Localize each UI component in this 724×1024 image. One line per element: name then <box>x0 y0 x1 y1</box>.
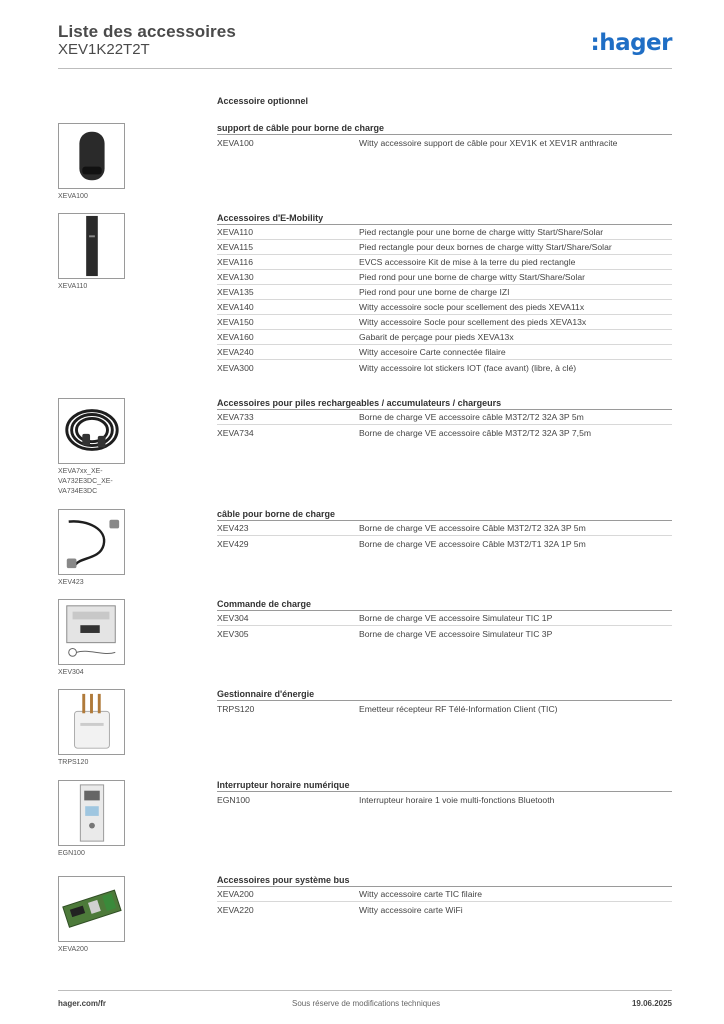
section-heading: Accessoire optionnel <box>217 96 309 106</box>
section-title: Gestionnaire d'énergie <box>217 688 672 701</box>
product-ref: XEVA135 <box>217 287 254 297</box>
table-row <box>217 225 672 240</box>
product-description: Pied rectangle pour une borne de charge witty Start/Share/Solar <box>359 227 604 237</box>
product-image-caption: TRPS120 <box>58 759 89 766</box>
product-description: Emetteur récepteur RF Télé-Information Client (TIC) <box>359 703 558 714</box>
table-row <box>217 330 672 345</box>
product-image-caption: XEV304 <box>58 669 84 676</box>
product-description: Borne de charge VE accessoire Câble M3T2/T2 32A 3P 5m <box>359 523 586 533</box>
table-row <box>217 425 672 440</box>
product-image-caption: EGN100 <box>58 850 85 857</box>
table-row <box>217 285 672 300</box>
product-ref: XEVA140 <box>217 302 254 312</box>
accessory-section <box>217 122 672 150</box>
section-title: Accessoires pour système bus <box>217 874 672 887</box>
product-description: Interrupteur horaire 1 voie multi-fonctions Bluetooth <box>359 794 555 805</box>
accessory-section <box>217 212 672 375</box>
product-image-caption: XEVA110 <box>58 283 88 290</box>
accessory-section <box>217 598 672 641</box>
section-title: câble pour borne de charge <box>217 508 672 521</box>
header-divider <box>58 68 672 69</box>
product-ref: XEVA220 <box>217 904 254 915</box>
accessory-section <box>217 779 672 807</box>
table-row <box>217 360 672 375</box>
product-description: Borne de charge VE accessoire câble M3T2/T2 32A 3P 7,5m <box>359 427 592 438</box>
product-ref: TRPS120 <box>217 703 255 714</box>
product-description: Borne de charge VE accessoire câble M3T2/T2 32A 3P 5m <box>359 412 584 422</box>
accessory-section <box>217 688 672 716</box>
table-row <box>217 536 672 551</box>
footer-disclaimer: Sous réserve de modifications techniques <box>292 999 441 1008</box>
product-description: Witty accessoire socle pour scellement des pieds XEVA11x <box>359 302 585 312</box>
hager-logo: :hager <box>590 30 672 56</box>
product-description: Borne de charge VE accessoire Câble M3T2/T1 32A 1P 5m <box>359 538 586 549</box>
product-ref: XEVA150 <box>217 317 254 327</box>
product-ref: XEVA240 <box>217 347 254 357</box>
product-description: Pied rectangle pour deux bornes de charge witty Start/Share/Solar <box>359 242 612 252</box>
table-row <box>217 611 672 626</box>
product-ref: XEVA160 <box>217 332 254 342</box>
footer-website-link[interactable]: hager.com/fr <box>58 999 107 1008</box>
product-ref: XEVA110 <box>217 227 253 237</box>
table-row <box>217 345 672 360</box>
product-reference: XEV1K22T2T <box>58 41 150 58</box>
product-image-cable-holder <box>58 123 125 189</box>
product-image-caption: XEVA7xx_XE-VA732E3DC_XE-VA734E3DC <box>58 468 113 495</box>
table-row <box>217 315 672 330</box>
product-ref: XEVA300 <box>217 362 254 373</box>
product-ref: XEVA115 <box>217 242 253 252</box>
table-row <box>217 300 672 315</box>
product-description: Witty accesoire Carte connectée filaire <box>359 347 506 357</box>
section-title: Accessoires pour piles rechargeables / accumulateurs / chargeurs <box>217 397 672 410</box>
footer-divider <box>58 990 672 991</box>
product-image-caption: XEVA100 <box>58 193 88 200</box>
table-row <box>217 626 672 641</box>
product-image-stand <box>58 213 125 279</box>
product-description: Pied rond pour une borne de charge IZI <box>359 287 510 297</box>
product-ref: XEV305 <box>217 628 249 639</box>
product-image-coiled-cable <box>58 398 125 464</box>
table-row <box>217 270 672 285</box>
product-ref: XEV423 <box>217 523 249 533</box>
product-description: Pied rond pour une borne de charge witty Start/Share/Solar <box>359 272 585 282</box>
product-ref: EGN100 <box>217 794 250 805</box>
product-description: Witty accessoire carte WiFi <box>359 904 463 915</box>
product-description: Witty accessoire lot stickers IOT (face avant) (libre, à clé) <box>359 362 577 373</box>
product-description: Witty accessoire support de câble pour XEV1K et XEV1R anthracite <box>359 137 618 148</box>
product-description: Gabarit de perçage pour pieds XEVA13x <box>359 332 514 342</box>
product-image-caption: XEV423 <box>58 579 84 586</box>
footer-date: 19.06.2025 <box>631 999 672 1008</box>
product-ref: XEVA200 <box>217 889 254 899</box>
product-description: Borne de charge VE accessoire Simulateur TIC 3P <box>359 628 553 639</box>
product-ref: XEVA100 <box>217 137 254 148</box>
product-description: Witty accessoire Socle pour scellement des pieds XEVA13x <box>359 317 587 327</box>
product-ref: XEVA130 <box>217 272 254 282</box>
product-ref: XEVA734 <box>217 427 254 438</box>
table-row <box>217 701 672 716</box>
section-title: Commande de charge <box>217 598 672 611</box>
table-row <box>217 792 672 807</box>
product-image-rf-transmitter <box>58 689 125 755</box>
accessory-section <box>217 508 672 551</box>
table-row <box>217 255 672 270</box>
section-title: Interrupteur horaire numérique <box>217 779 672 792</box>
product-ref: XEV429 <box>217 538 249 549</box>
product-image-tic-card <box>58 876 125 942</box>
product-description: EVCS accessoire Kit de mise à la terre du pied rectangle <box>359 257 576 267</box>
product-image-time-switch <box>58 780 125 846</box>
product-ref: XEV304 <box>217 613 249 623</box>
table-row <box>217 240 672 255</box>
table-row <box>217 410 672 425</box>
table-row <box>217 135 672 150</box>
table-row <box>217 521 672 536</box>
table-row <box>217 887 672 902</box>
product-image-tic-simulator <box>58 599 125 665</box>
accessory-section <box>217 397 672 440</box>
page-title: Liste des accessoires <box>58 22 236 41</box>
product-description: Witty accessoire carte TIC filaire <box>359 889 483 899</box>
product-image-charging-cable <box>58 509 125 575</box>
product-ref: XEVA116 <box>217 257 253 267</box>
product-description: Borne de charge VE accessoire Simulateur TIC 1P <box>359 613 553 623</box>
product-ref: XEVA733 <box>217 412 254 422</box>
section-title: support de câble pour borne de charge <box>217 122 672 135</box>
product-image-caption: XEVA200 <box>58 946 88 953</box>
table-row <box>217 902 672 917</box>
section-title: Accessoires d'E-Mobility <box>217 212 672 225</box>
accessory-section <box>217 874 672 917</box>
